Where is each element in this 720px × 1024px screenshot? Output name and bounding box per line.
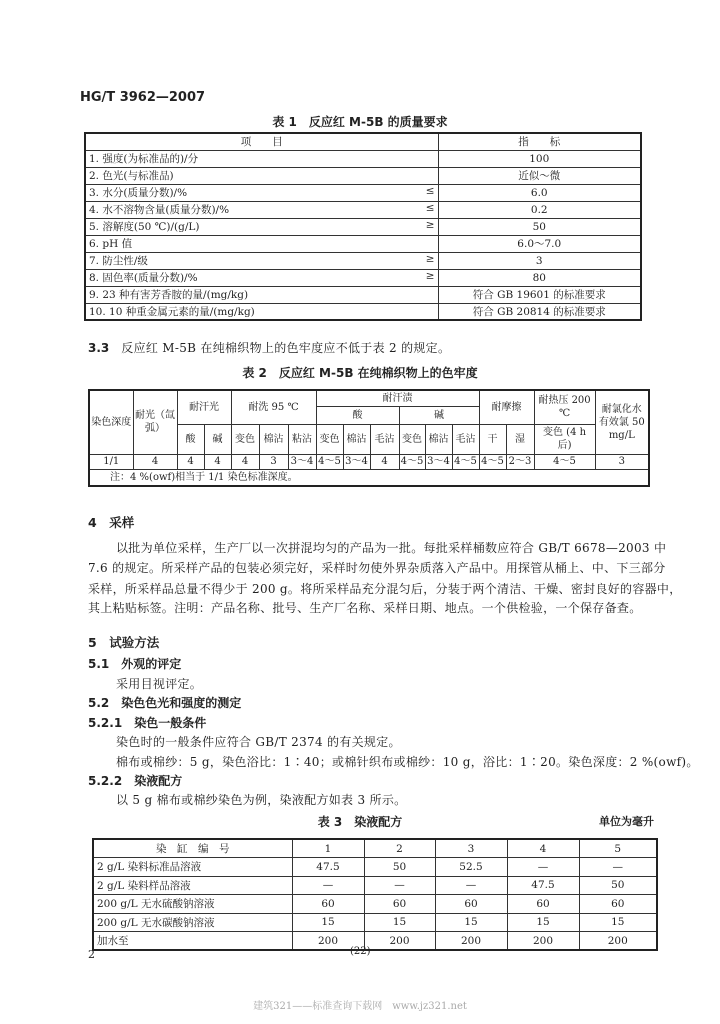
table-row	[93, 858, 657, 877]
item-cell	[85, 201, 438, 218]
table-row	[85, 269, 641, 286]
section-4-heading	[88, 513, 134, 531]
table-row	[85, 184, 641, 201]
page-total: (22)	[350, 946, 371, 957]
table-cell: 200	[364, 932, 435, 951]
table2-title: 表 2 反应红 M-5B 在纯棉织物上的色牢度	[242, 366, 478, 380]
h-dry: 干	[479, 424, 506, 454]
item-label: 6. pH 值	[89, 238, 133, 250]
section-5-heading	[88, 633, 159, 651]
section-title: 染液配方	[134, 774, 183, 788]
table-cell: 200 g/L 无水硫酸钠溶液	[93, 895, 292, 914]
item-cell	[85, 184, 438, 201]
table-cell: 4～5	[534, 454, 595, 469]
item-cell	[85, 235, 438, 252]
item-label: 9. 23 种有害芳香胺的量/(mg/kg)	[89, 289, 249, 301]
table-row	[93, 913, 657, 932]
table-row	[85, 235, 641, 252]
table-cell: 3	[595, 454, 649, 469]
table-cell: 15	[579, 913, 657, 932]
h-k3: 毛沾	[452, 424, 479, 454]
sec522-text: 以 5 g 棉布或棉纱染色为例，染液配方如表 3 所示。	[116, 793, 407, 807]
value-cell: 100	[438, 150, 641, 167]
section-number: 5	[88, 635, 97, 650]
table-cell: 200 g/L 无水碳酸钠溶液	[93, 913, 292, 932]
value-cell: 符合 GB 19601 的标准要求	[438, 286, 641, 303]
color-fastness-table	[88, 389, 650, 487]
watermark: 建筑321——标准查询下载网 www.jz321.net	[253, 1001, 467, 1012]
h-a2: 棉沾	[343, 424, 370, 454]
table-cell: —	[435, 876, 507, 895]
table-cell: 4	[177, 454, 204, 469]
section-number: 5.2.2	[88, 774, 123, 788]
value-cell: 80	[438, 269, 641, 286]
section-title: 染色色光和强度的测定	[121, 696, 242, 710]
dye-formula-table	[92, 838, 658, 951]
col-value: 指 标	[438, 133, 641, 150]
table-cell: 4	[133, 454, 177, 469]
h-sweat-light: 耐汗光	[177, 390, 231, 424]
table-cell: 60	[507, 895, 579, 914]
table-cell: 60	[292, 895, 364, 914]
table-row	[85, 286, 641, 303]
table-row	[93, 876, 657, 895]
page-number: 2	[88, 948, 95, 961]
table-cell: —	[292, 876, 364, 895]
section-title: 采样	[109, 515, 135, 530]
table-cell: 47.5	[507, 876, 579, 895]
table-cell: 3	[435, 839, 507, 858]
table-row	[89, 454, 649, 469]
table-cell: 50	[579, 876, 657, 895]
item-cell	[85, 269, 438, 286]
table-cell: 47.5	[292, 858, 364, 877]
h-a3: 毛沾	[370, 424, 399, 454]
h-wet: 湿	[506, 424, 534, 454]
item-label: 1. 强度(为标准品的)/分	[89, 153, 199, 165]
section-title: 染色一般条件	[134, 716, 207, 730]
item-label: 10. 10 种重金属元素的量/(mg/kg)	[89, 305, 255, 318]
table-cell: 60	[364, 895, 435, 914]
table-cell: 3～4	[425, 454, 452, 469]
comparison-symbol: ≥	[425, 253, 435, 265]
section-3-3	[88, 339, 450, 356]
table-cell: 4	[507, 839, 579, 858]
value-cell: 0.2	[438, 201, 641, 218]
table-cell: 2 g/L 染料样品溶液	[93, 876, 292, 895]
table-cell: 4	[204, 454, 231, 469]
h-k1: 变色	[399, 424, 425, 454]
section-number: 4	[88, 515, 97, 530]
table-cell: 3	[259, 454, 288, 469]
h-depth: 染色深度	[89, 390, 133, 454]
table-cell: 2	[364, 839, 435, 858]
item-cell	[85, 252, 438, 269]
table-cell: 60	[435, 895, 507, 914]
table-cell: 52.5	[435, 858, 507, 877]
sec51-text: 采用目视评定。	[116, 677, 203, 691]
table-row	[85, 150, 641, 167]
table-row	[85, 303, 641, 320]
section-number: 5.2	[88, 696, 110, 710]
h-light: 耐光（氙弧）	[133, 390, 177, 454]
h-w3: 粘沾	[288, 424, 316, 454]
value-cell: 近似～微	[438, 167, 641, 184]
table-cell: 200	[435, 932, 507, 951]
table-cell: 1	[292, 839, 364, 858]
table-cell: 4～5	[400, 456, 424, 467]
h-alkali: 碱	[399, 406, 479, 424]
table-row	[85, 218, 641, 235]
table-row	[85, 201, 641, 218]
table-cell: —	[364, 876, 435, 895]
item-cell	[85, 303, 438, 320]
comparison-symbol: ≤	[425, 185, 435, 197]
sec521-line: 染色时的一般条件应符合 GB/T 2374 的有关规定。	[116, 735, 401, 749]
table-cell: 15	[292, 913, 364, 932]
section-5-2-2-heading	[88, 772, 182, 789]
sec4-line: 以批为单位采样，生产厂以一次拼混均匀的产品为一批。每批采样桶数应符合 GB/T 6678—2003 中	[116, 541, 667, 555]
item-label: 7. 防尘性/级	[89, 255, 148, 267]
table-cell: 4～5	[479, 454, 506, 469]
sec4-line: 采样，所采样品总量不得少于 200 g。将所采样品充分混匀后，分装于两个清洁、干燥、密封良好的容器中，	[88, 582, 682, 596]
table-cell: 2～3	[506, 454, 534, 469]
h-heat: 耐热压 200 ℃	[534, 390, 595, 424]
item-cell	[85, 167, 438, 184]
table-cell: 1/1	[89, 454, 133, 469]
quality-requirements-table	[84, 132, 642, 321]
standard-id: HG/T 3962—2007	[80, 90, 206, 105]
section-text: 反应红 M-5B 在纯棉织物上的色牢度应不低于表 2 的规定。	[121, 341, 451, 355]
item-label: 5. 溶解度(50 ℃)/(g/L)	[89, 221, 200, 233]
table-cell: 200	[507, 932, 579, 951]
value-cell: 6.0～7.0	[438, 235, 641, 252]
table3-title: 表 3 染液配方	[317, 815, 403, 829]
table-cell: 5	[579, 839, 657, 858]
table-cell: 200	[292, 932, 364, 951]
h-k2: 棉沾	[425, 424, 452, 454]
table-cell: 2 g/L 染料标准品溶液	[93, 858, 292, 877]
table-cell: 4	[231, 454, 259, 469]
value-cell: 50	[438, 218, 641, 235]
table-cell: 4	[370, 454, 399, 469]
item-cell	[85, 218, 438, 235]
h-a1: 变色	[316, 424, 343, 454]
sec4-line: 其上粘贴标签。注明：产品名称、批号、生产厂名称、采样日期、地点。一个供检验，一个保存备查。	[88, 601, 642, 615]
table-cell: —	[507, 858, 579, 877]
table-row	[85, 167, 641, 184]
table2-note: 注：4 %(owf)相当于 1/1 染色标准深度。	[89, 469, 649, 486]
sec4-line: 7.6 的规定。所采样产品的包装必须完好，采样时勿使外界杂质落入产品中。用探管从桶上、中、下三部分	[88, 561, 666, 575]
table-row	[93, 932, 657, 951]
value-cell: 6.0	[438, 184, 641, 201]
section-5-2-1-heading	[88, 714, 206, 731]
item-label: 2. 色光(与标准品)	[89, 170, 174, 182]
comparison-symbol: ≥	[425, 270, 435, 282]
table-cell: 3～4	[288, 454, 316, 469]
section-5-2-heading	[88, 694, 241, 711]
section-title: 外观的评定	[121, 657, 182, 671]
value-cell: 3	[438, 252, 641, 269]
h-sl-alkali: 碱	[204, 424, 231, 454]
section-number: 5.1	[88, 657, 110, 671]
table-cell: 200	[579, 932, 657, 951]
h-w1: 变色	[231, 424, 259, 454]
table3-unit: 单位为毫升	[599, 815, 654, 828]
h-heat-sub: 变色 (4 h 后)	[534, 424, 595, 454]
col-item: 项 目	[85, 133, 438, 150]
table-cell: 50	[364, 858, 435, 877]
item-label: 3. 水分(质量分数)/%	[89, 187, 188, 199]
sec521-line: 棉布或棉纱：5 g，染色浴比：1∶40；或棉针织布或棉纱：10 g，浴比：1∶20。染色深度：2 %(owf)。	[116, 755, 699, 769]
table-cell: 3～4	[343, 454, 370, 469]
section-number: 3.3	[88, 341, 110, 355]
item-cell	[85, 286, 438, 303]
h-sweat: 耐汗渍	[316, 390, 479, 406]
item-cell	[85, 150, 438, 167]
h-sl-acid: 酸	[177, 424, 204, 454]
table-cell: 4～5	[316, 454, 343, 469]
table-cell: 60	[579, 895, 657, 914]
comparison-symbol: ≤	[425, 202, 435, 214]
table-cell: 15	[364, 913, 435, 932]
section-5-1-heading	[88, 655, 181, 672]
comparison-symbol: ≥	[425, 219, 435, 231]
h-wash: 耐洗 95 ℃	[231, 390, 316, 424]
section-title: 试验方法	[109, 635, 160, 650]
table-cell: 加水至	[93, 932, 292, 951]
section-number: 5.2.1	[88, 716, 123, 730]
item-label: 4. 水不溶物含量(质量分数)/%	[89, 204, 230, 216]
table-cell: —	[579, 858, 657, 877]
value-cell: 符合 GB 20814 的标准要求	[438, 303, 641, 320]
table-header-row	[93, 839, 657, 858]
table1-title: 表 1 反应红 M-5B 的质量要求	[272, 115, 448, 129]
h-chlorine: 耐氯化水 有效氯 50 mg/L	[595, 390, 649, 454]
table-cell: 染 缸 编 号	[93, 839, 292, 858]
table-row	[93, 895, 657, 914]
table-cell: 15	[507, 913, 579, 932]
h-w2: 棉沾	[259, 424, 288, 454]
table-cell: 4～5	[452, 454, 479, 469]
table-cell: 15	[435, 913, 507, 932]
h-rub: 耐摩擦	[479, 390, 534, 424]
h-acid: 酸	[316, 406, 399, 424]
item-label: 8. 固色率(质量分数)/%	[89, 272, 198, 284]
table-row	[85, 252, 641, 269]
